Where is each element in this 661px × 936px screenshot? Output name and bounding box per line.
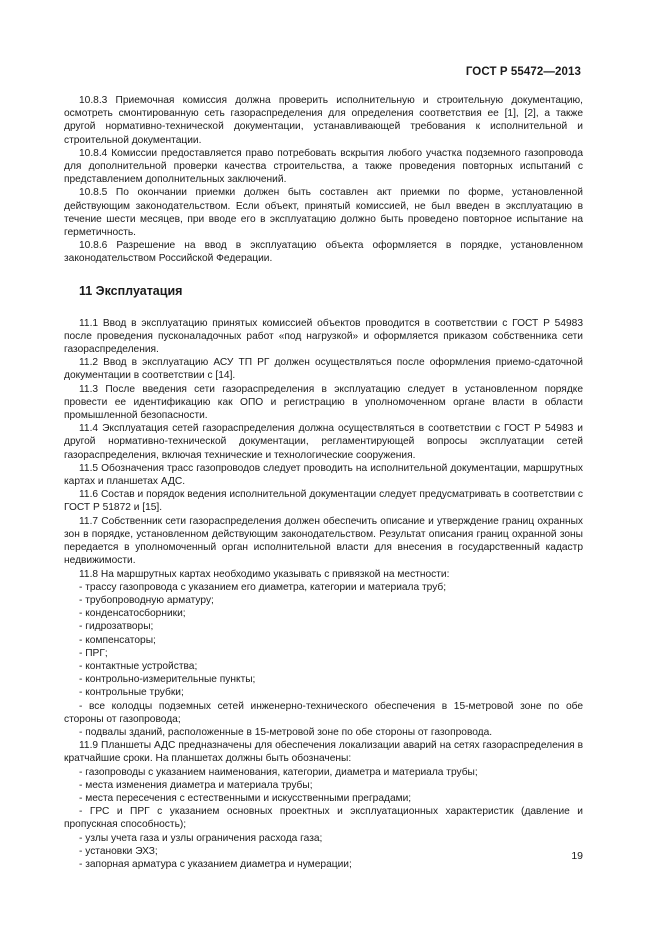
paragraph-10-8-3: 10.8.3 Приемочная комиссия должна проверить исполнительную и строительную документацию, осмотреть смонтированную сеть газораспределения для определения соответствия ее [1], [2], а также другой нормативно-технической документации, устанавливающей требования к исполнительной и строительной документации. (64, 95, 583, 146)
list-item: - конденсатосборники; (79, 608, 186, 620)
list-item: - места изменения диаметра и материала трубы; (79, 779, 313, 791)
page-number: 19 (571, 850, 583, 862)
paragraph-11-9: 11.9 Планшеты АДС предназначены для обеспечения локализации аварий на сетях газораспределения в кратчайшие сроки. На планшетах должны быть обозначены: (64, 740, 583, 765)
paragraph-11-8: 11.8 На маршрутных картах необходимо указывать с привязкой на местности: (79, 568, 450, 580)
paragraph-11-6: 11.6 Состав и порядок ведения исполнительной документации следует предусматривать в соответствии с ГОСТ Р 51872 и [15]. (64, 489, 583, 514)
paragraph-11-2: 11.2 Ввод в эксплуатацию АСУ ТП РГ должен осуществляться после оформления приемо-сдаточной документации в соответствии с [14]. (64, 357, 583, 382)
list-item: - контактные устройства; (79, 660, 198, 672)
paragraph-11-7: 11.7 Собственник сети газораспределения должен обеспечить описание и утверждение границ охранных зон в порядке, установленном действующим законодательством. Результат описания границ охранной зоны передается в уполномоченный орган исполнительной власти для внесения в государственный кадастр недвижимости. (64, 515, 583, 567)
paragraph-10-8-5: 10.8.5 По окончании приемки должен быть составлен акт приемки по форме, установленной действующим законодательством. Если объект, принятый комиссией, не был введен в эксплуатацию в течение шести месяцев, при вводе его в эксплуатацию должно быть проведено повторное испытание на герметичность. (64, 187, 583, 239)
list-item: - гидрозатворы; (79, 621, 154, 633)
list-item: - узлы учета газа и узлы ограничения расхода газа; (79, 832, 323, 844)
paragraph-11-3: 11.3 После введения сети газораспределения в эксплуатацию следует в установленном порядке провести ее идентификацию как ОПО и регистрацию в уполномоченном органе власти в области промышленной безопасности. (64, 383, 583, 422)
paragraph-11-4: 11.4 Эксплуатация сетей газораспределения должна осуществляться в соответствии с ГОСТ Р 54983 и другой нормативно-технической документации, регламентирующей вопросы эксплуатации сетей газораспределения, включая технические и технологические сооружения. (64, 423, 583, 461)
paragraph-11-1: 11.1 Ввод в эксплуатацию принятых комиссией объектов проводится в соответствии с ГОСТ Р 54983 после проведения пусконаладочных работ «под нагрузкой» и оформляется приказом собственника сети газораспределения. (64, 317, 583, 356)
list-item: - газопроводы с указанием наименования, категории, диаметра и материала трубы; (79, 766, 478, 778)
list-item: - запорная арматура с указанием диаметра и нумерации; (79, 858, 352, 870)
paragraph-10-8-4: 10.8.4 Комиссии предоставляется право потребовать вскрытия любого участка подземного газопровода для дополнительной проверки качества строительства, а также проведения повторных испытаний с представлением дополнительных заключений. (64, 147, 583, 186)
list-item: - трубопроводную арматуру; (79, 594, 214, 606)
list-item: - места пересечения с естественными и искусственными преградами; (79, 792, 412, 804)
document-id: ГОСТ Р 55472—2013 (465, 66, 581, 78)
list-item: - ГРС и ПРГ с указанием основных проектных и эксплуатационных характеристик (давление и пропускная способность); (64, 806, 583, 831)
list-item: - контрольные трубки; (79, 687, 184, 699)
list-item: - трассу газопровода с указанием его диаметра, категории и материала труб; (79, 581, 447, 593)
list-item: - контрольно-измерительные пункты; (79, 674, 256, 686)
list-item: - компенсаторы; (79, 634, 156, 646)
list-item: - все колодцы подземных сетей инженерно-технического обеспечения в 15-метровой зоне по обе стороны от газопровода; (64, 700, 583, 725)
list-item: - установки ЭХЗ; (79, 845, 158, 857)
paragraph-10-8-6: 10.8.6 Разрешение на ввод в эксплуатацию объекта оформляется в порядке, установленном законодательством Российской Федерации. (64, 240, 583, 265)
document-body (64, 94, 583, 871)
list-11-8 (64, 581, 583, 739)
section-title: 11 Эксплуатация (79, 283, 183, 298)
list-item: - подвалы зданий, расположенные в 15-метровой зоне по обе стороны от газопровода. (79, 726, 493, 738)
paragraph-11-5: 11.5 Обозначения трасс газопроводов следует проводить на исполнительной документации, маршрутных картах и планшетах АДС. (64, 462, 583, 488)
list-item: - ПРГ; (79, 647, 108, 659)
list-11-9 (64, 766, 583, 872)
